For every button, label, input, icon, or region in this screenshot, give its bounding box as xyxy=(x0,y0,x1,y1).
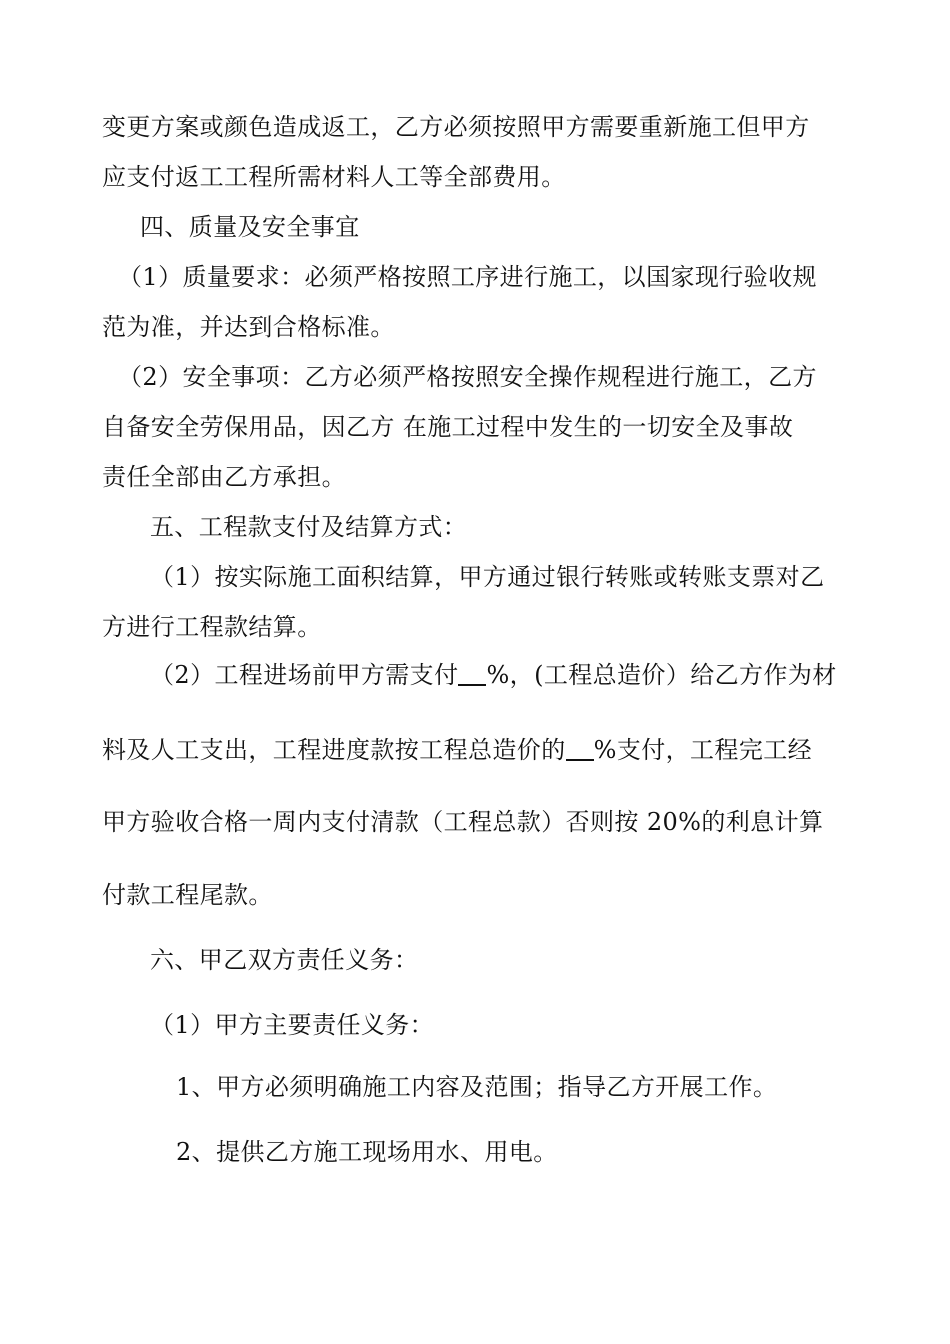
list-item: 2、提供乙方施工现场用水、用电。 xyxy=(176,1138,558,1166)
paragraph-line: 变更方案或颜色造成返工，乙方必须按照甲方需要重新施工但甲方 xyxy=(102,113,810,141)
progress-text-a: 料及人工支出，工程进度款按工程总造价的 xyxy=(102,736,566,764)
section-heading-quality-safety: 四、质量及安全事宜 xyxy=(140,213,360,241)
blank-underline xyxy=(566,737,594,761)
paragraph-line: 方进行工程款结算。 xyxy=(102,613,322,641)
progress-text-b: %支付，工程完工经 xyxy=(593,736,813,764)
paragraph-line-payment xyxy=(150,658,890,692)
section-heading-payment: 五、工程款支付及结算方式： xyxy=(150,513,468,541)
paragraph-line: （2）安全事项：乙方必须严格按照安全操作规程进行施工，乙方 xyxy=(118,363,817,391)
paragraph-line: 自备安全劳保用品，因乙方 在施工过程中发生的一切安全及事故 xyxy=(102,413,794,441)
paragraph-line: 应支付返工工程所需材料人工等全部费用。 xyxy=(102,163,566,191)
subheading-party-a: （1）甲方主要责任义务： xyxy=(150,1011,435,1039)
section-heading-responsibilities: 六、甲乙双方责任义务： xyxy=(150,946,419,974)
paragraph-line: 责任全部由乙方承担。 xyxy=(102,463,346,491)
paragraph-line: 甲方验收合格一周内支付清款（工程总款）否则按 20%的利息计算 xyxy=(102,808,824,836)
paragraph-line: （1）按实际施工面积结算，甲方通过银行转账或转账支票对乙 xyxy=(150,563,825,591)
paragraph-line: （1）质量要求：必须严格按照工序进行施工，以国家现行验收规 xyxy=(118,263,817,291)
blank-underline xyxy=(458,662,486,686)
paragraph-line: 付款工程尾款。 xyxy=(102,881,273,909)
payment-text-b: %，(工程总造价）给乙方作为材 xyxy=(486,661,837,689)
payment-text-a: （2）工程进场前甲方需支付 xyxy=(150,661,459,689)
paragraph-line: 范为准，并达到合格标准。 xyxy=(102,313,395,341)
paragraph-line-progress xyxy=(102,733,842,767)
list-item: 1、甲方必须明确施工内容及范围；指导乙方开展工作。 xyxy=(176,1073,778,1101)
